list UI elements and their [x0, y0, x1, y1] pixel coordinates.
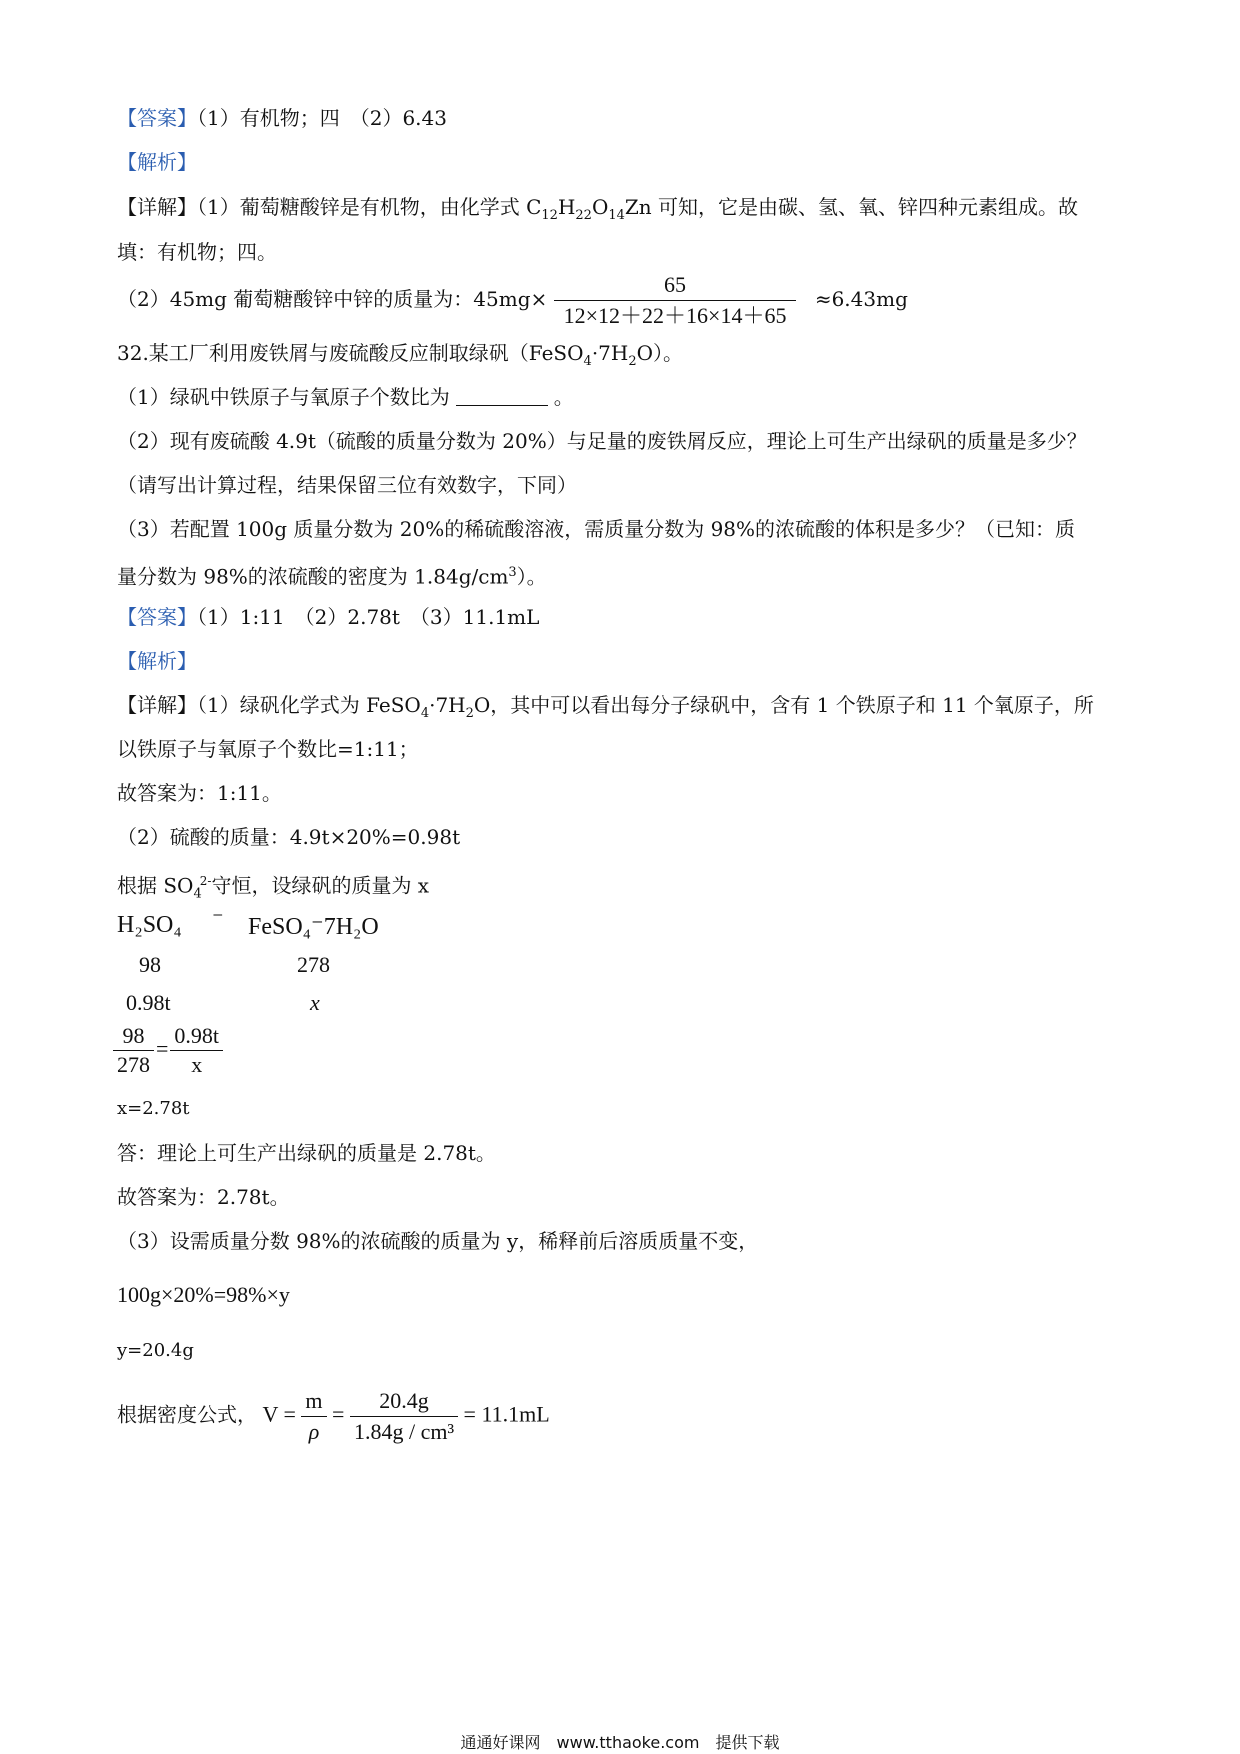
- subscript: 4: [583, 354, 592, 369]
- detail-text: Zn 可知，它是由碳、氢、氧、锌四种元素组成。故: [624, 195, 1079, 219]
- q31-detail-line1: [117, 195, 1078, 228]
- d2-text: 根据 SO: [117, 873, 194, 898]
- q32-stem: [117, 341, 683, 374]
- answer-text: （1）有机物；四 （2）6.43: [197, 106, 447, 130]
- mass-symbol: m: [301, 1386, 326, 1417]
- subscript: 22: [575, 208, 592, 223]
- proportion-left-den: 278: [117, 1052, 150, 1077]
- value-numerator: 20.4g: [350, 1386, 458, 1417]
- subscript: 4: [420, 706, 430, 721]
- analysis-tag: 【解析】: [117, 649, 197, 673]
- value-fraction: [350, 1386, 458, 1447]
- detail-text: O，其中可以看出每分子绿矾中，含有 1 个铁原子和 11 个氧原子，所: [473, 693, 1094, 717]
- q32-sub2-line2: （请写出计算过程，结果保留三位有效数字，下同）: [117, 473, 577, 497]
- rho-symbol: ρ: [308, 1419, 320, 1444]
- m-over-rho: [301, 1386, 326, 1447]
- d2-text: 守恒，设绿矾的质量为 x: [211, 873, 430, 898]
- eq-mass-right: 278: [297, 952, 330, 977]
- q32-sub2-line1: （2）现有废硫酸 4.9t（硫酸的质量分数为 20%）与足量的废铁屑反应，理论上可生产出绿矾的质量是多少？: [117, 429, 1087, 453]
- value-denominator: 1.84g / cm³: [353, 1419, 455, 1444]
- q32-sub3-line1: （3）若配置 100g 质量分数为 20%的稀硫酸溶液，需质量分数为 98%的浓硫酸的体积是多少？（已知：质: [117, 517, 1076, 541]
- subscript: 14: [608, 208, 625, 223]
- stem-text: ·7H: [591, 341, 629, 365]
- proportion-left-num: 98: [113, 1022, 154, 1051]
- answer-tag: 【答案】: [117, 106, 197, 130]
- subscript: 2: [465, 706, 474, 721]
- eq-dash: ⁻: [212, 906, 224, 931]
- calc-prefix: （2）45mg 葡萄糖酸锌中锌的质量为：45mg×: [117, 287, 548, 311]
- q32-detail-line2: 以铁原子与氧原子个数比=1:11；: [117, 737, 419, 761]
- q31-calc: [117, 270, 908, 331]
- answer-text: （1）1:11 （2）2.78t （3）11.1mL: [197, 605, 540, 629]
- density-formula: [117, 1386, 550, 1447]
- q32-d2-line2: [117, 869, 429, 907]
- volume-label: V =: [262, 1401, 296, 1427]
- q31-answer: [117, 106, 447, 130]
- proportion-left: [113, 1022, 154, 1079]
- detail-text: ·7H: [429, 693, 466, 717]
- d3-equation: 100g×20%=98%×y: [117, 1282, 290, 1307]
- d2-answer: 答：理论上可生产出绿矾的质量是 2.78t。: [117, 1141, 496, 1165]
- subscript: 2: [628, 354, 637, 369]
- q32-answer: [117, 605, 539, 629]
- d2-final: 故答案为：2.78t。: [117, 1185, 290, 1209]
- calc-result: ≈6.43mg: [814, 287, 908, 311]
- stem-text: O）。: [636, 341, 684, 365]
- analysis-tag: 【解析】: [117, 150, 197, 174]
- q31-detail-line2: 填：有机物；四。: [117, 240, 277, 264]
- subscript: 4: [193, 886, 202, 902]
- stem-text: 32.某工厂利用废铁屑与废硫酸反应制取绿矾（FeSO: [117, 341, 584, 365]
- q31-analysis: [117, 150, 197, 174]
- eq-right: FeSO₄⁻7H₂O: [248, 914, 379, 940]
- eq-mass-left: 98: [139, 952, 161, 977]
- eq-value-left: 0.98t: [126, 990, 171, 1015]
- superscript: 2-: [199, 874, 212, 888]
- density-prefix: 根据密度公式，: [117, 1402, 257, 1427]
- equals-sign: =: [332, 1401, 345, 1427]
- q32-detail-line3: 故答案为：1:11。: [117, 781, 282, 805]
- detail-text: （1）绿矾化学式为 FeSO: [197, 693, 421, 717]
- d3-y-result: y=20.4g: [117, 1340, 194, 1361]
- calc-numerator: 65: [554, 270, 797, 301]
- proportion-right-num: 0.98t: [170, 1022, 223, 1051]
- eq-value-right: x: [310, 990, 320, 1015]
- footer-text: 通通好课网 www.tthaoke.com 提供下载: [460, 1733, 780, 1752]
- q32-sub1: [117, 385, 574, 409]
- answer-blank[interactable]: [456, 387, 548, 406]
- detail-text: H: [557, 195, 576, 219]
- detail-tag: 【详解】: [117, 693, 197, 717]
- proportion-right: [170, 1022, 223, 1079]
- q32-analysis: [117, 649, 197, 673]
- answer-tag: 【答案】: [117, 605, 197, 629]
- eq-left: H₂SO₄: [117, 912, 182, 938]
- detail-text: O: [591, 195, 609, 219]
- detail-text: （1）葡萄糖酸锌是有机物，由化学式 C: [197, 195, 542, 219]
- equals-sign: =: [156, 1035, 169, 1061]
- sub1-end: 。: [553, 385, 574, 409]
- calc-fraction: [554, 270, 797, 331]
- calc-denominator: 12×12＋22＋16×14＋65: [563, 303, 787, 328]
- superscript: 3: [508, 565, 517, 580]
- d3-line1: （3）设需质量分数 98%的浓硫酸的质量为 y，稀释前后溶质质量不变，: [117, 1229, 759, 1253]
- proportion-right-den: x: [191, 1052, 203, 1077]
- q32-sub3-line2: [117, 561, 547, 589]
- sub3-text: ）。: [516, 564, 547, 589]
- detail-tag: 【详解】: [117, 195, 197, 219]
- q32-detail-line1: [117, 693, 1094, 726]
- subscript: 12: [541, 208, 558, 223]
- proportion: [113, 1022, 223, 1079]
- sub3-text: 量分数为 98%的浓硫酸的密度为 1.84g/cm: [117, 564, 509, 589]
- x-result: x=2.78t: [117, 1098, 190, 1119]
- footer: [0, 1730, 1240, 1753]
- volume-result: = 11.1mL: [463, 1401, 550, 1427]
- q32-d2-line1: （2）硫酸的质量：4.9t×20%=0.98t: [117, 825, 461, 849]
- sub1-text: （1）绿矾中铁原子与氧原子个数比为: [117, 385, 450, 409]
